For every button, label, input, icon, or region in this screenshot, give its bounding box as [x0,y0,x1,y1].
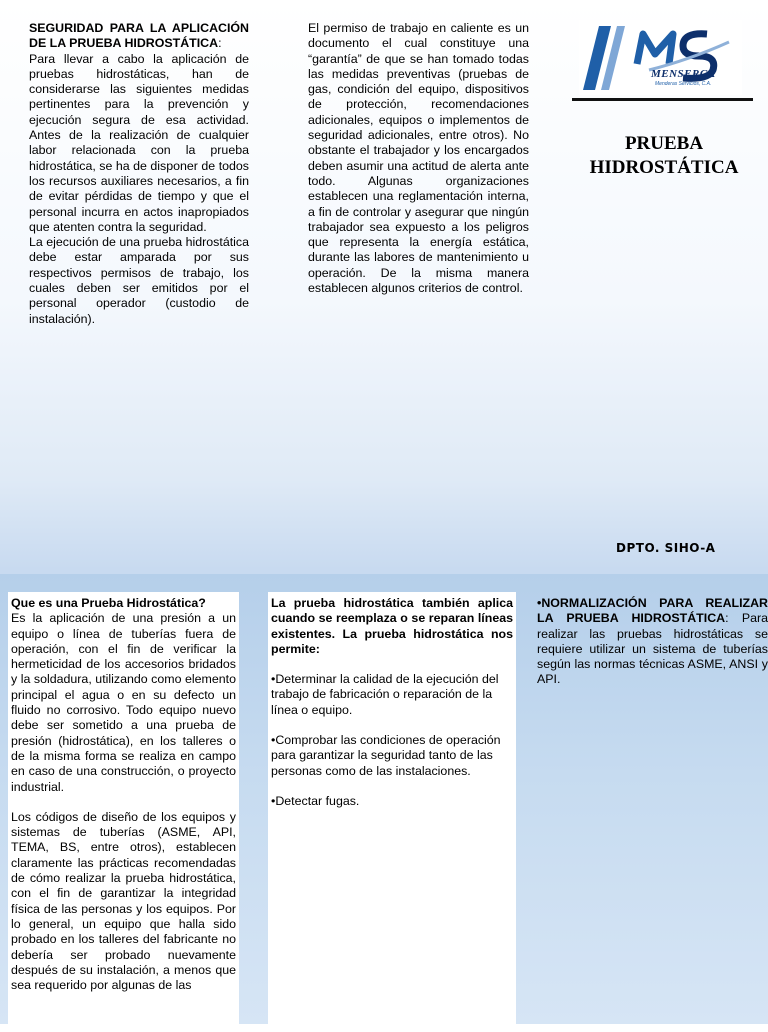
brochure-inner-page [0,574,768,1024]
definition-heading: Que es una Prueba Hidrostática? [11,596,206,610]
safety-paragraph-2: La ejecución de una prueba hidrostática debe estar amparada por sus respectivos permisos de trabajo, los cuales deben ser emitidos por el personal operador (custodio de instalación). [29,235,249,326]
applications-panel [268,592,516,1032]
logo-wordmark: MENSERCA [651,68,716,80]
hot-work-permit-column [308,21,529,296]
safety-column [29,21,249,327]
applications-bullet: •Determinar la calidad de la ejecución del trabajo de fabricación o reparación de la línea o equipo. [271,672,499,717]
applications-bullet: •Comprobar las condiciones de operación para garantizar la seguridad tanto de las personas como de las instalaciones. [271,733,501,778]
standards-paragraph [537,596,768,688]
standards-panel [537,596,768,688]
safety-heading-colon: : [218,36,222,51]
definition-paragraph-2: Los códigos de diseño de los equipos y sistemas de tuberías (ASME, API, TEMA, BS, entre otros), establecen claramente las prácticas recomendadas de cómo realizar la prueba hidrostática, con el fin de garantizar la integridad física de las personas y los equipos. Por lo general, un equipo que halla sido probado en los talleres del fabricante no debería ser probado nuevamente después de su instalación, a menos que sea requerido por algunas de las [11,809,236,993]
applications-bullet: •Detectar fugas. [271,793,360,808]
definition-panel [8,592,239,1032]
standards-heading: •NORMALIZACIÓN PARA REALIZAR LA PRUEBA HIDROSTÁTICA [537,596,768,626]
cover-title: PRUEBA HIDROSTÁTICA [589,133,739,178]
definition-paragraph-1: Es la aplicación de una presión a un equipo o línea de tuberías fuera de operación, con el fin de verificar la hermeticidad de los accesorios bridados y la soldadura, utilizando como elemento principal el agua o en su defecto un fluido no corrosivo. Todo equipo nuevo debe ser sometido a una prueba de presión (hidrostática), en los talleres o de la misma forma se realiza en campo en caso de una construcción, o proyecto industrial. [11,611,236,794]
applications-heading: La prueba hidrostática también aplica cuando se reemplaza o se reparan líneas existentes. La prueba hidrostática nos permite: [271,596,513,656]
safety-paragraph-1: Para llevar a cabo la aplicación de pruebas hidrostáticas, han de considerarse las siguientes medidas pertinentes para la prevención y ejecución segura de esa actividad. Antes de la realización de cualquier labor relacionada con la prueba hidrostática, se ha de disponer de todos los recursos auxiliares necesarios, a fin de evitar pérdidas de tiempo y que el personal incurra en actos inapropiados que atenten contra la seguridad. [29,51,249,234]
menserca-logo [579,20,742,95]
cover-divider [572,98,753,101]
safety-heading: SEGURIDAD PARA LA APLICACIÓN DE LA PRUEBA HIDROSTÁTICA [29,21,249,51]
hot-work-permit-paragraph: El permiso de trabajo en caliente es un documento el cual constituye una “garantía” de que se han tomado todas las medidas preventivas (pruebas de gas, condición del equipo, dispositivos de protección, recomendaciones adicionales, equipos o implementos de seguridad adicionales, entre otros). No obstante el trabajador y los encargados deben asumir una actitud de alerta ante todo. Algunas organizaciones establecen una reglamentación interna, a fin de controlar y asegurar que ningún trabajador sea expuesto a los peligros que representa la energía estática, durante las labores de mantenimiento u operación. De la misma manera establecen algunos criterios de control. [308,21,529,296]
department-label: DPTO. SIHO-A [616,541,716,555]
logo-tagline: Menderas Servicios, C.A. [655,81,712,87]
safety-heading-line [29,21,249,52]
standards-text: : Para realizar las pruebas hidrostáticas se requiere utilizar un sistema de tuberías según las normas técnicas ASME, ANSI y API. [537,611,768,687]
